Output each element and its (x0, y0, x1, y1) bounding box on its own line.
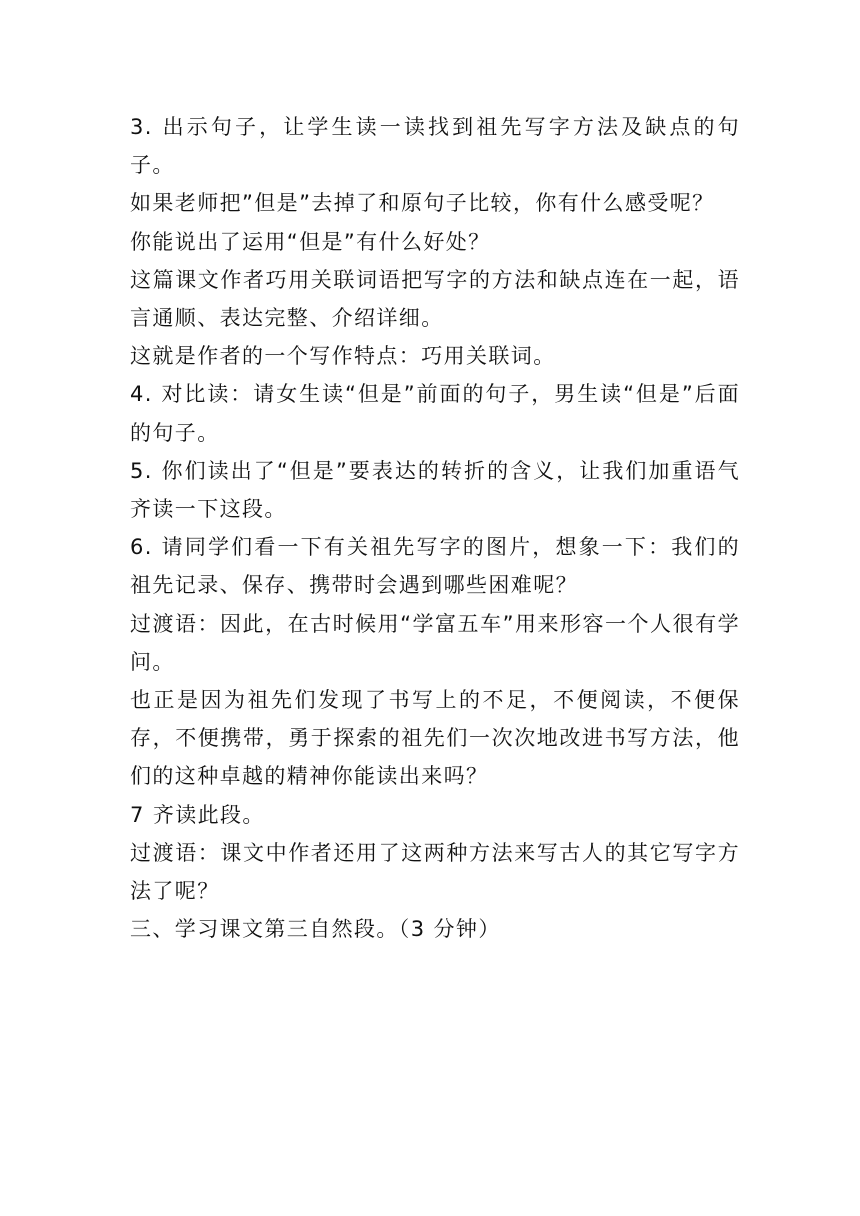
paragraph-ancestors-spirit: 也正是因为祖先们发现了书写上的不足，不便阅读，不便保存，不便携带，勇于探索的祖先们一次次地改进书写方法，他们的这种卓越的精神你能读出来吗？ (130, 688, 740, 789)
section-heading-3: 三、学习课文第三自然段。（3 分钟） (130, 917, 501, 942)
paragraph-transition-1: 过渡语：因此，在古时候用“学富五车”用来形容一个人很有学问。 (130, 611, 740, 674)
paragraph-question-remove-danshi: 如果老师把”但是”去掉了和原句子比较，你有什么感受呢？ (130, 191, 715, 216)
paragraph-step-4: 4. 对比读：请女生读“但是”前面的句子，男生读“但是”后面的句子。 (130, 382, 740, 445)
paragraph-step-7: 7 齐读此段。 (130, 802, 265, 827)
paragraph-step-6: 6. 请同学们看一下有关祖先写字的图片，想象一下：我们的祖先记录、保存、携带时会遇到哪些困难呢？ (130, 535, 740, 598)
paragraph-writing-feature: 这就是作者的一个写作特点：巧用关联词。 (130, 344, 556, 369)
document-body (130, 108, 740, 948)
paragraph-conjunction-explanation: 这篇课文作者巧用关联词语把写字的方法和缺点连在一起，语言通顺、表达完整、介绍详细。 (130, 267, 740, 331)
paragraph-step-5: 5. 你们读出了“但是”要表达的转折的含义，让我们加重语气齐读一下这段。 (130, 458, 740, 522)
paragraph-transition-2: 过渡语：课文中作者还用了这两种方法来写古人的其它写字方法了呢？ (130, 840, 740, 904)
paragraph-step-3: 3. 出示句子，让学生读一读找到祖先写字方法及缺点的句子。 (130, 115, 740, 178)
paragraph-question-benefit: 你能说出了运用“但是”有什么好处？ (130, 229, 491, 254)
